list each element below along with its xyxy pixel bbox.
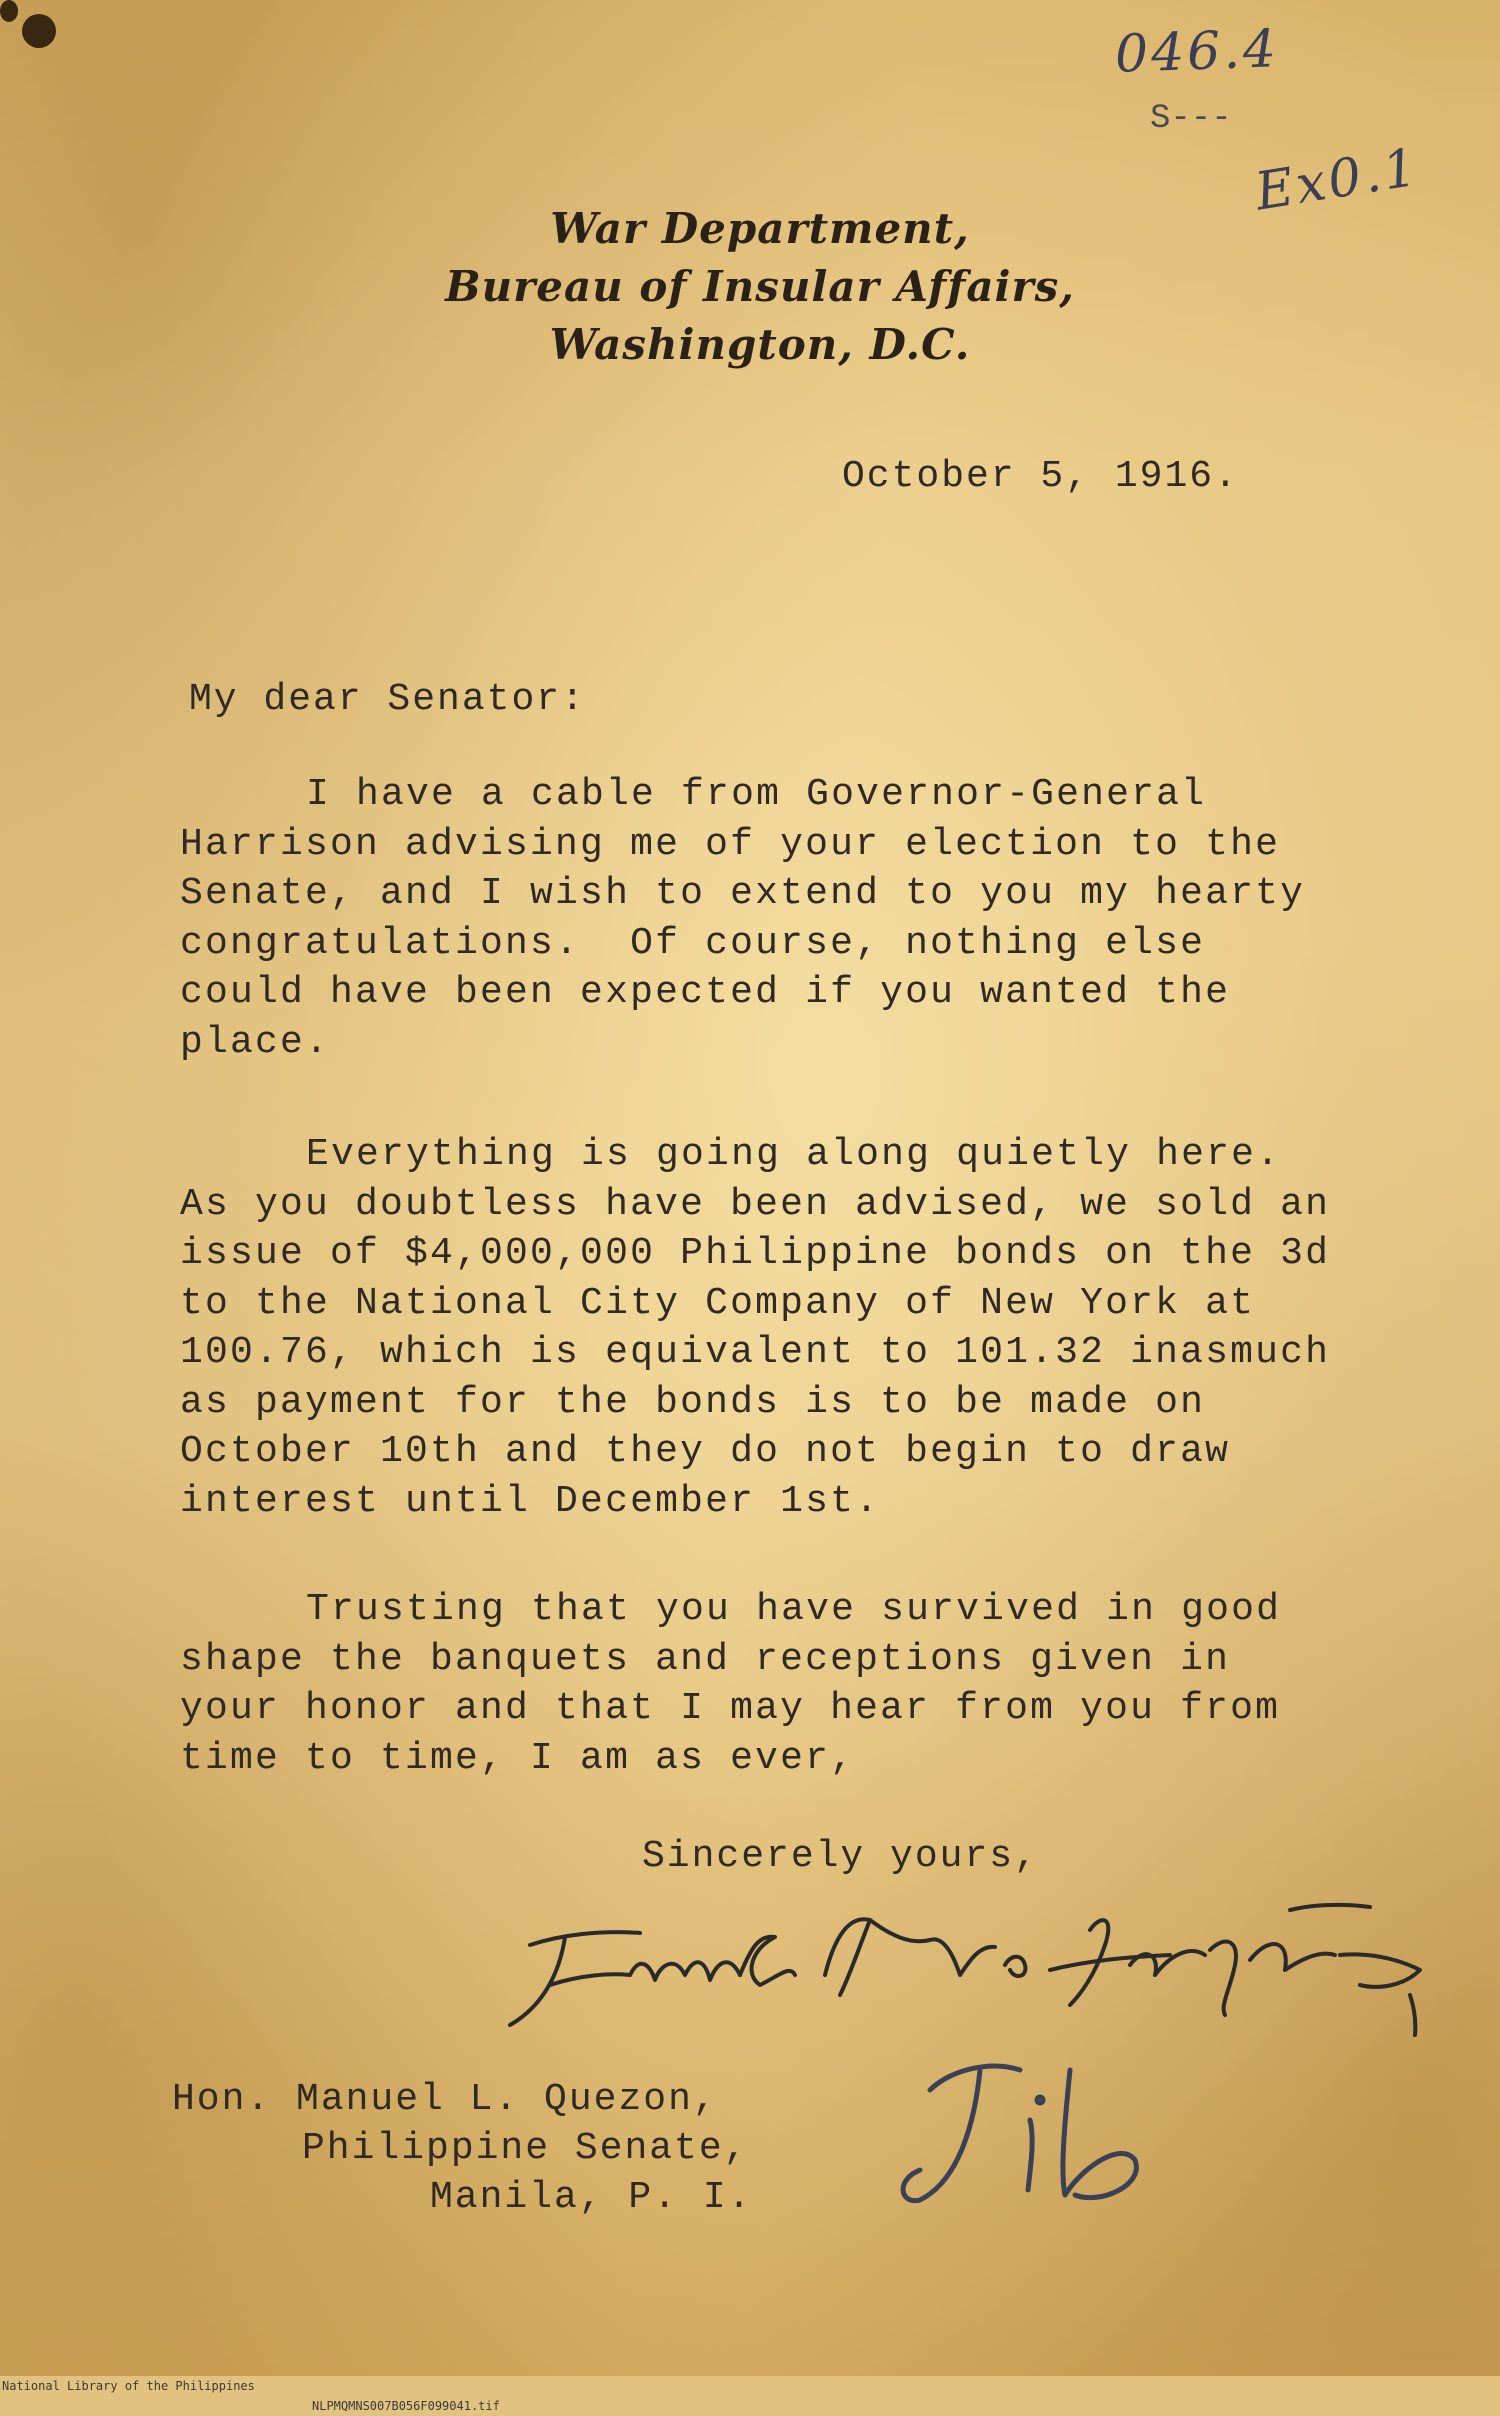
paragraph-line: October 10th and they do not begin to draw (180, 1430, 1231, 1473)
paragraph-line: Everything is going along quietly here. (306, 1133, 1282, 1176)
paragraph-line: Senate, and I wish to extend to you my hearty (180, 872, 1306, 915)
addressee-institution: Philippine Senate, (302, 2127, 749, 2170)
addressee-name: Hon. Manuel L. Quezon, (172, 2078, 718, 2121)
salutation: My dear Senator: (189, 678, 586, 721)
paragraph-line: interest until December 1st. (180, 1479, 881, 1523)
handwritten-initials (890, 2030, 1190, 2230)
letterhead-bureau: Bureau of Insular Affairs, (445, 262, 1075, 311)
paragraph-line: could have been expected if you wanted the (180, 971, 1231, 1014)
ink-stain (22, 14, 56, 48)
paragraph-line: As you doubtless have been advised, we sold an (180, 1182, 1331, 1226)
footer-filename: NLPMQMNS007B056F099041.tif (312, 2399, 500, 2413)
paragraph-line: as payment for the bonds is to be made on (180, 1380, 1206, 1424)
paragraph-2 (180, 1130, 1380, 1526)
paragraph-line: place. (180, 1020, 331, 1064)
paragraph-line: time to time, I am as ever, (180, 1736, 856, 1780)
letter-date: October 5, 1916. (842, 455, 1239, 498)
paragraph-line: shape the banquets and receptions given in (180, 1637, 1231, 1681)
paragraph-line: Harrison advising me of your election to the (180, 822, 1281, 866)
paragraph-line: 100.76, which is equivalent to 101.32 inasmuch (180, 1331, 1331, 1374)
archive-number-handwritten: 046.4 (1114, 19, 1280, 85)
letterhead (360, 200, 1160, 374)
paragraph-line: issue of $4,000,000 Philippine bonds on the 3d (180, 1232, 1331, 1275)
paragraph-3 (180, 1585, 1380, 1783)
paragraph-line: I have a cable from Governor-General (306, 773, 1207, 816)
paragraph-line: your honor and that I may hear from you from (180, 1687, 1281, 1730)
ink-stain (0, 0, 18, 22)
addressee-block (172, 2075, 752, 2222)
closing: Sincerely yours, (642, 1835, 1039, 1878)
paragraph-line: Trusting that you have survived in good (306, 1588, 1282, 1631)
letterhead-department: War Department, (550, 204, 970, 253)
paragraph-line: congratulations. Of course, nothing else (180, 921, 1206, 965)
archive-s-mark: S--- (1150, 100, 1232, 138)
paragraph-line: to the National City Company of New York at (180, 1281, 1256, 1325)
archive-code-handwritten: Ex0.1 (1251, 137, 1424, 223)
addressee-city: Manila, P. I. (430, 2176, 753, 2219)
letterhead-city: Washington, D.C. (549, 320, 971, 369)
handwritten-signature (490, 1875, 1450, 2045)
footer-library: National Library of the Philippines (2, 2379, 255, 2393)
scan-footer (0, 2356, 1500, 2413)
paragraph-1 (180, 770, 1380, 1067)
